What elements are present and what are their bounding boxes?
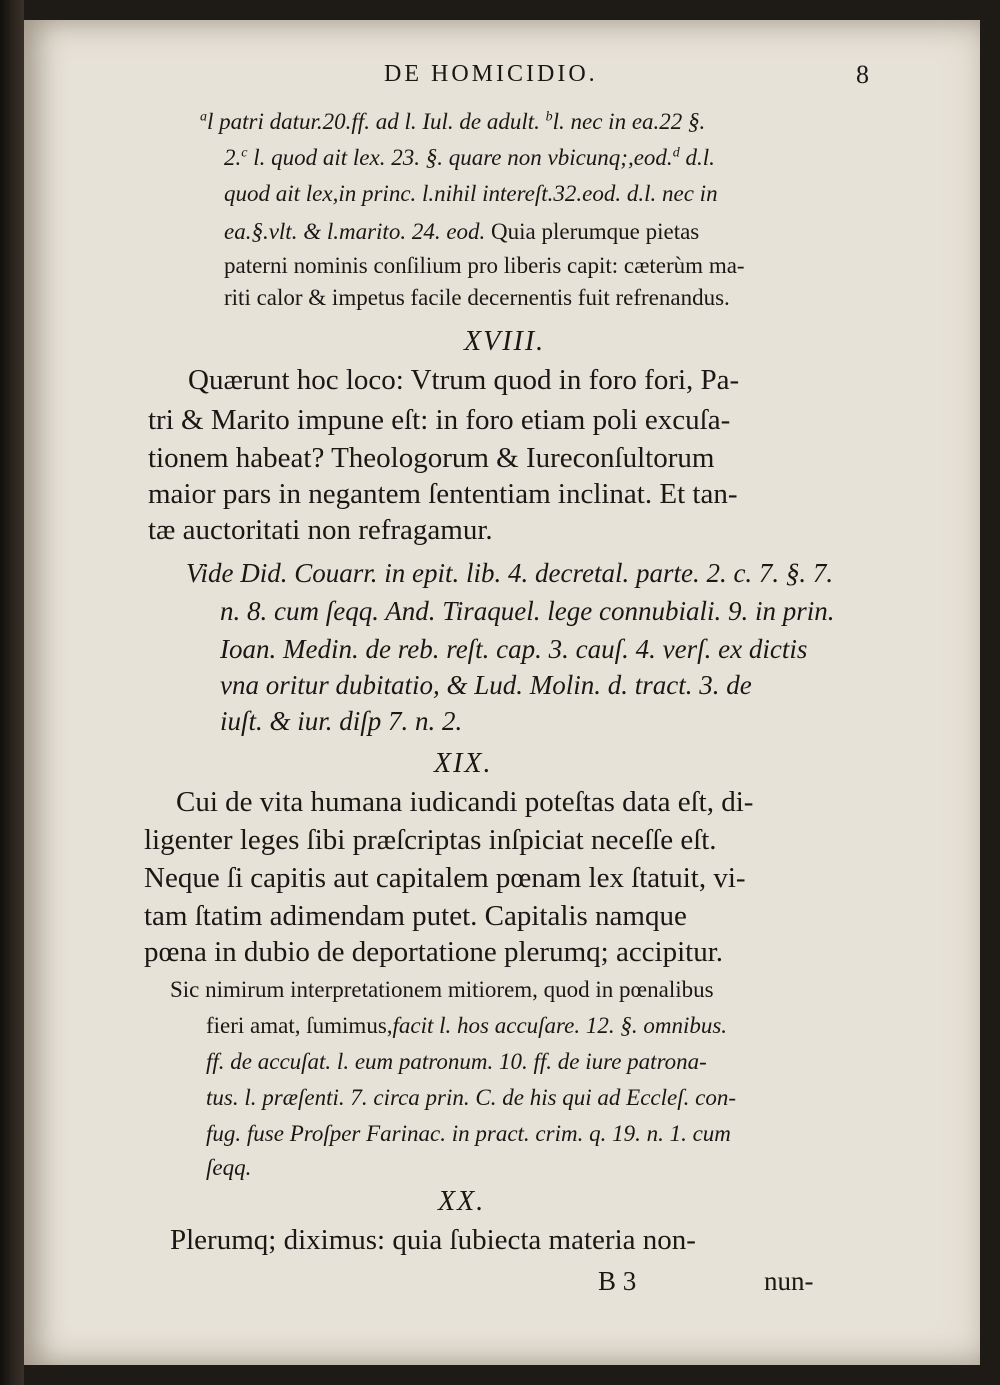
body-line: Neque ſi capitis aut capitalem pœnam lex ſtatuit, vi- [144,862,746,894]
book-page [24,20,980,1365]
body-line: ligenter leges ſibi præſcriptas inſpiciat neceſſe eſt. [144,824,717,856]
note-marker-d: d [672,145,680,161]
section-numeral-20: XX. [438,1186,486,1217]
note-marker-a: a [200,109,207,125]
citation-line: vna oritur dubitatio, & Lud. Molin. d. tract. 3. de [220,670,752,700]
note-marker-b: b [545,109,553,125]
running-head: DE HOMICIDIO. [384,61,598,87]
body-line: Cui de vita humana iudicandi poteſtas data eſt, di- [176,786,754,818]
note-marker-c: c [241,145,248,161]
citation-line: ſeqq. [206,1155,252,1180]
catchword: nun- [764,1266,814,1296]
citation-line: ff. de accuſat. l. eum patronum. 10. ff. de iure patrona- [206,1049,707,1074]
citation-line: tus. l. præſenti. 7. circa prin. C. de his qui ad Eccleſ. con- [206,1085,736,1110]
citation-line-3: quod ait lex,in princ. l.nihil intereſt.32.eod. d.l. nec in [224,181,718,206]
body-line: pœna in dubio de deportatione plerumq; accipitur. [144,936,724,968]
section-numeral-18: XVIII. [464,326,546,357]
citation-line-2: 2.$^c$ l. quod ait lex. 23. §. quare non vbicunq;,eod.$^d$ d.l. [224,145,715,170]
body-line: Quærunt hoc loco: Vtrum quod in foro fori, Pa- [188,364,740,396]
binding-edge [0,0,24,1385]
text-line: paterni nominis conſilium pro liberis capit: cæterùm ma- [224,253,745,278]
note-line: fieri amat, ſumimus,facit l. hos accuſare. 12. §. omnibus. [206,1013,728,1038]
citation-line-1: $^a$l patri datur.20.ff. ad l. Iul. de adult. $^b$l. nec in ea.22 §. [200,109,706,134]
body-line: tionem habeat? Theologorum & Iureconſultorum [148,442,715,474]
body-line: Plerumq; diximus: quia ſubiecta materia non- [170,1224,696,1256]
citation-line: n. 8. cum ſeqq. And. Tiraquel. lege connubiali. 9. in prin. [220,596,835,626]
citation-line: iuſt. & iur. diſp 7. n. 2. [220,706,463,736]
citation-line-4: ea.§.vlt. & l.marito. 24. eod. Quia plerumque pietas [224,219,700,244]
citation-line: Ioan. Medin. de reb. reſt. cap. 3. cauſ. 4. verſ. ex dictis [220,634,808,664]
note-line: Sic nimirum interpretationem mitiorem, quod in pœnalibus [170,977,714,1002]
section-numeral-19: XIX. [434,748,493,779]
body-line: tam ſtatim adimendam putet. Capitalis namque [144,900,687,932]
citation-line: Vide Did. Couarr. in epit. lib. 4. decretal. parte. 2. c. 7. §. 7. [186,558,834,588]
body-line: tæ auctoritati non refragamur. [148,514,493,546]
text-line: riti calor & impetus facile decernentis fuit refrenandus. [224,285,730,310]
signature-mark: B 3 [598,1266,637,1296]
body-line: tri & Marito impune eſt: in foro etiam poli excuſa- [148,404,731,436]
folio-number: 8 [856,60,869,89]
body-line: maior pars in negantem ſententiam inclinat. Et tan- [148,478,738,510]
citation-line: fug. fuse Proſper Farinac. in pract. crim. q. 19. n. 1. cum [206,1121,731,1146]
